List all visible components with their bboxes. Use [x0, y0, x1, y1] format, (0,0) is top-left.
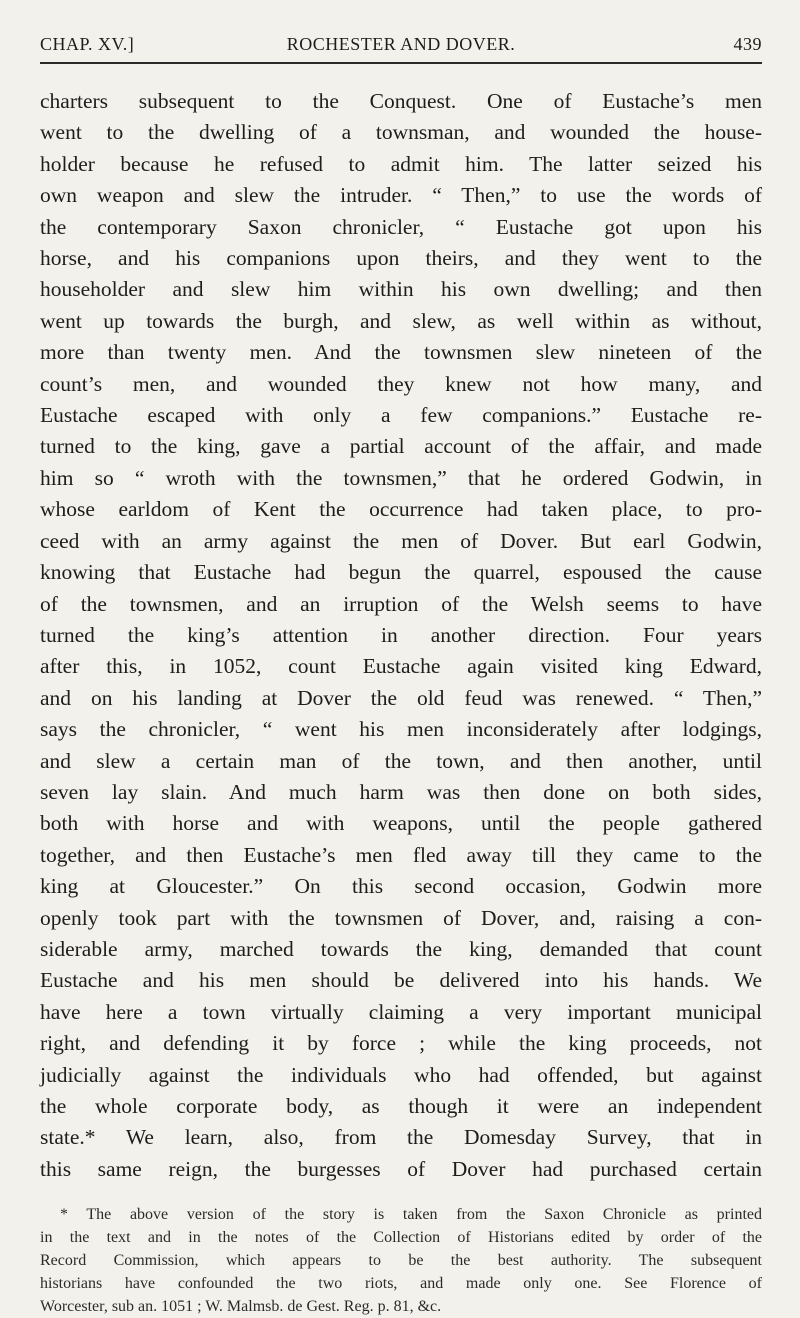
body-line: and on his landing at Dover the old feud was renewed. “ Then,”	[40, 685, 762, 710]
body-line: ceed with an army against the men of Dover. But earl Godwin,	[40, 528, 762, 553]
footnote-line: in the text and in the notes of the Collection of Historians edited by order of the	[40, 1229, 762, 1247]
body-line: both with horse and with weapons, until the people gathered	[40, 811, 762, 836]
body-line: judicially against the individuals who had offended, but against	[40, 1062, 762, 1087]
running-header	[40, 28, 762, 64]
body-line: after this, in 1052, count Eustache again visited king Edward,	[40, 654, 762, 679]
body-line: turned to the king, gave a partial account of the affair, and made	[40, 434, 762, 459]
page-number: 439	[733, 34, 762, 54]
body-line: have here a town virtually claiming a very important municipal	[40, 999, 762, 1024]
body-line: seven lay slain. And much harm was then done on both sides,	[40, 779, 762, 804]
body-line: Eustache escaped with only a few companions.” Eustache re-	[40, 403, 762, 428]
body-line: of the townsmen, and an irruption of the Welsh seems to have	[40, 591, 762, 616]
footnote-line: * The above version of the story is taken from the Saxon Chronicle as printed	[60, 1206, 762, 1224]
body-line: went to the dwelling of a townsman, and wounded the house-	[40, 120, 762, 145]
running-title: ROCHESTER AND DOVER.	[286, 34, 516, 54]
footnote-line: historians have confounded the two riots, and made only one. See Florence of	[40, 1275, 762, 1293]
body-line: knowing that Eustache had begun the quarrel, espoused the cause	[40, 560, 762, 585]
body-line: whose earldom of Kent the occurrence had taken place, to pro-	[40, 497, 762, 522]
body-line: right, and defending it by force ; while the king proceeds, not	[40, 1031, 762, 1056]
body-line: charters subsequent to the Conquest. One of Eustache’s men	[40, 89, 762, 113]
chapter-label: CHAP. XV.]	[40, 34, 135, 54]
body-line: Eustache and his men should be delivered into his hands. We	[40, 968, 762, 993]
body-line: count’s men, and wounded they knew not how many, and	[40, 371, 762, 396]
body-line: this same reign, the burgesses of Dover had purchased certain	[40, 1156, 762, 1181]
book-page	[40, 28, 762, 1316]
footnote	[40, 1203, 762, 1318]
body-line: horse, and his companions upon theirs, and they went to the	[40, 246, 762, 271]
body-line: the contemporary Saxon chronicler, “ Eustache got upon his	[40, 214, 762, 239]
footnote-line: Record Commission, which appears to be the best authority. The subsequent	[40, 1252, 762, 1270]
body-line: holder because he refused to admit him. The latter seized his	[40, 151, 762, 176]
body-line: went up towards the burgh, and slew, as well within as without,	[40, 308, 762, 333]
body-line: and slew a certain man of the town, and then another, until	[40, 748, 762, 773]
body-line: the whole corporate body, as though it were an independent	[40, 1094, 762, 1118]
body-line: own weapon and slew the intruder. “ Then,” to use the words of	[40, 183, 762, 208]
body-line: him so “ wroth with the townsmen,” that he ordered Godwin, in	[40, 465, 762, 490]
body-line: state.* We learn, also, from the Domesday Survey, that in	[40, 1125, 762, 1150]
body-line: together, and then Eustache’s men fled away till they came to the	[40, 842, 762, 867]
body-line: king at Gloucester.” On this second occasion, Godwin more	[40, 874, 762, 899]
body-line: siderable army, marched towards the king, demanded that count	[40, 936, 762, 961]
footnote-line: Worcester, sub an. 1051 ; W. Malmsb. de Gest. Reg. p. 81, &c.	[40, 1298, 442, 1316]
body-line: householder and slew him within his own dwelling; and then	[40, 277, 762, 302]
body-line: says the chronicler, “ went his men inconsiderately after lodgings,	[40, 717, 762, 742]
body-text	[40, 86, 762, 1185]
body-line: more than twenty men. And the townsmen slew nineteen of the	[40, 340, 762, 365]
body-line: turned the king’s attention in another direction. Four years	[40, 622, 762, 647]
body-line: openly took part with the townsmen of Dover, and, raising a con-	[40, 905, 762, 930]
